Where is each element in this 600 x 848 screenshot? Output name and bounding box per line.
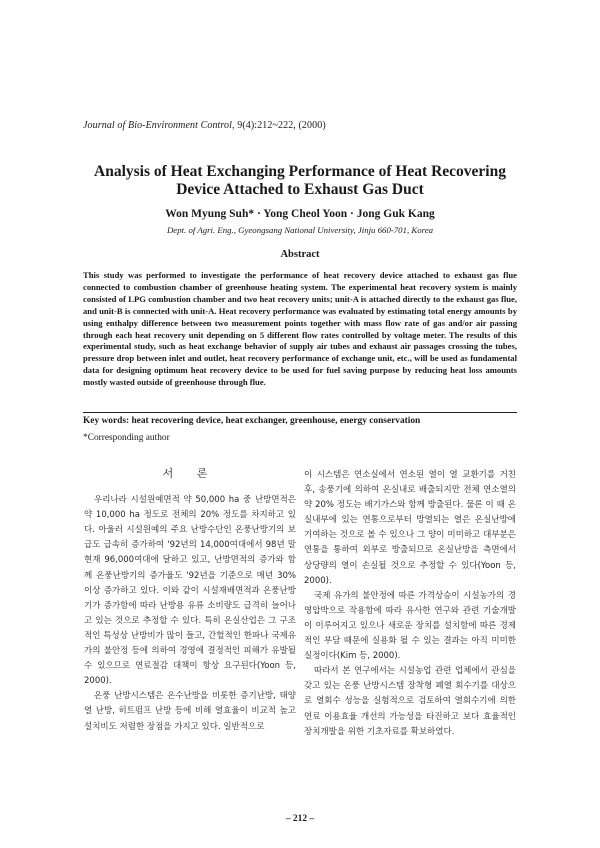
body-paragraph: 이 시스템은 연소실에서 연소된 열이 열 교환기를 거친 후, 송풍기에 의하여 온실내로 배출되지만 전체 연소열의 약 20% 정도는 배기가스와 함께 방출된다. 물론 이 때 온실내부에 있는 연통으로부터 방열되는 열은 온실난방에 기여하는 것으로 볼 수 있으나 그 양이 미미하고 대부분은 연통을 통하여 외부로 방출되므로 온실난방을 측면에서 상당량의 열이 손실될 것으로 추정할 수 있다(Yoon 등, 2000). — [304, 470, 516, 586]
abstract-text: This study was performed to investigate the performance of heat recovery device attached to exhaust gas flue connected to combustion chamber of greenhouse heating system. The experimental heat recovery system is mainly consisted of LPG combustion chamber and two heat recovery units; unit-A is attached directly to the exhaust gas flue, and unit-B is connected with unit-A. Heat recovery performance was evaluated by estimating total energy amounts by using enthalpy difference between two measurement points together with mass flow rate of gas and/or air passing through each heat recovery unit depending on 5 different flow rates controlled by voltage meter. The results of this experimental study, such as heat exchange behavior of supply air tubes and exhaust air passages crossing the tubes, pressure drop between inlet and outlet, heat recovery performance of exchange unit, etc., will be used as fundamental data for designing optimum heat recovery device to be used for fuel saving purpose by reducing heat loss amounts mostly wasted outside of greenhouse through flue. — [83, 270, 517, 388]
body-column-left — [84, 464, 296, 735]
section-heading-introduction: 서 론 — [162, 467, 218, 480]
body-paragraph: 온풍 난방시스템은 온수난방을 비롯한 증기난방, 태양열 난방, 히트펌프 난방 등에 비해 열효율이 비교적 높고 설치비도 저렴한 장점을 가지고 있다. 일반적으로 — [84, 691, 296, 732]
body-column-right — [304, 468, 516, 740]
paper-authors: Won Myung Suh* · Yong Cheol Yoon · Jong Guk Kang — [165, 208, 435, 220]
keywords-text: heat recovering device, heat exchanger, greenhouse, energy conservation — [131, 416, 421, 426]
corresponding-author-note: *Corresponding author — [83, 433, 170, 443]
journal-citation — [83, 120, 326, 131]
body-paragraph: 따라서 본 연구에서는 시설농업 관련 업체에서 관심을 갖고 있는 온풍 난방시스템 장착형 폐열 회수기를 대상으로 열회수 성능을 실험적으로 검토하여 열회수기에 의한 연료 이용효율 개선의 가능성을 타진하고 보다 효율적인 장치개발을 위한 기초자료를 확보하였다. — [304, 666, 516, 737]
page-number: – 212 – — [285, 814, 315, 824]
keywords-line — [83, 416, 420, 426]
journal-name: Journal of Bio-Environment Control, — [83, 120, 235, 131]
keywords-label: Key words: — [83, 416, 130, 426]
journal-volume: 9(4):212~222, (2000) — [237, 120, 326, 131]
paper-title: Analysis of Heat Exchanging Performance of Heat Recovering Device Attached to Exhaust Gas Duct — [94, 163, 506, 198]
abstract-divider — [83, 412, 517, 413]
body-paragraph: 국제 유가의 불안정에 따른 가격상승이 시설농가의 경영압박으로 작용함에 따라 유사한 연구와 관련 기술개발이 이루어지고 있으나 새로운 장치를 설치함에 따른 경제적인 부담 때문에 실용화 될 수 있는 결과는 아직 미미한 실정이다(Kim 등, 2000). — [304, 590, 516, 662]
abstract-heading: Abstract — [280, 249, 320, 260]
paper-affiliation: Dept. of Agri. Eng., Gyeongsang National University, Jinju 660-701, Korea — [166, 225, 434, 235]
body-paragraph: 우리나라 시설원예면적 약 50,000 ha 중 난방면적은 약 10,000 ha 정도로 전체의 20% 정도를 차지하고 있다. 아울러 시설원예의 주요 난방수단인 온풍난방기의 보급도 급속히 증가하여 '92년의 14,000여대에서 98년 말 현재 96,000여대에 달하고 있고, 난방면적의 증가와 함께 온풍난방기의 증가율도 '92년을 기준으로 매년 30%이상 증가하고 있다. 이와 같이 시설재배면적과 온풍난방기가 증가함에 따라 난방용 유류 소비량도 급격히 늘어나고 있는 것으로 추정할 수 있다. 특히 온실산업은 그 구조적인 특성상 난방비가 많이 들고, 간헐적인 한파나 국제유가의 불안정 등에 의하여 경영에 결정적인 피해가 유발될 수 있으므로 연료절감 대책이 항상 요구된다(Yoon 등, 2000). — [84, 495, 296, 687]
